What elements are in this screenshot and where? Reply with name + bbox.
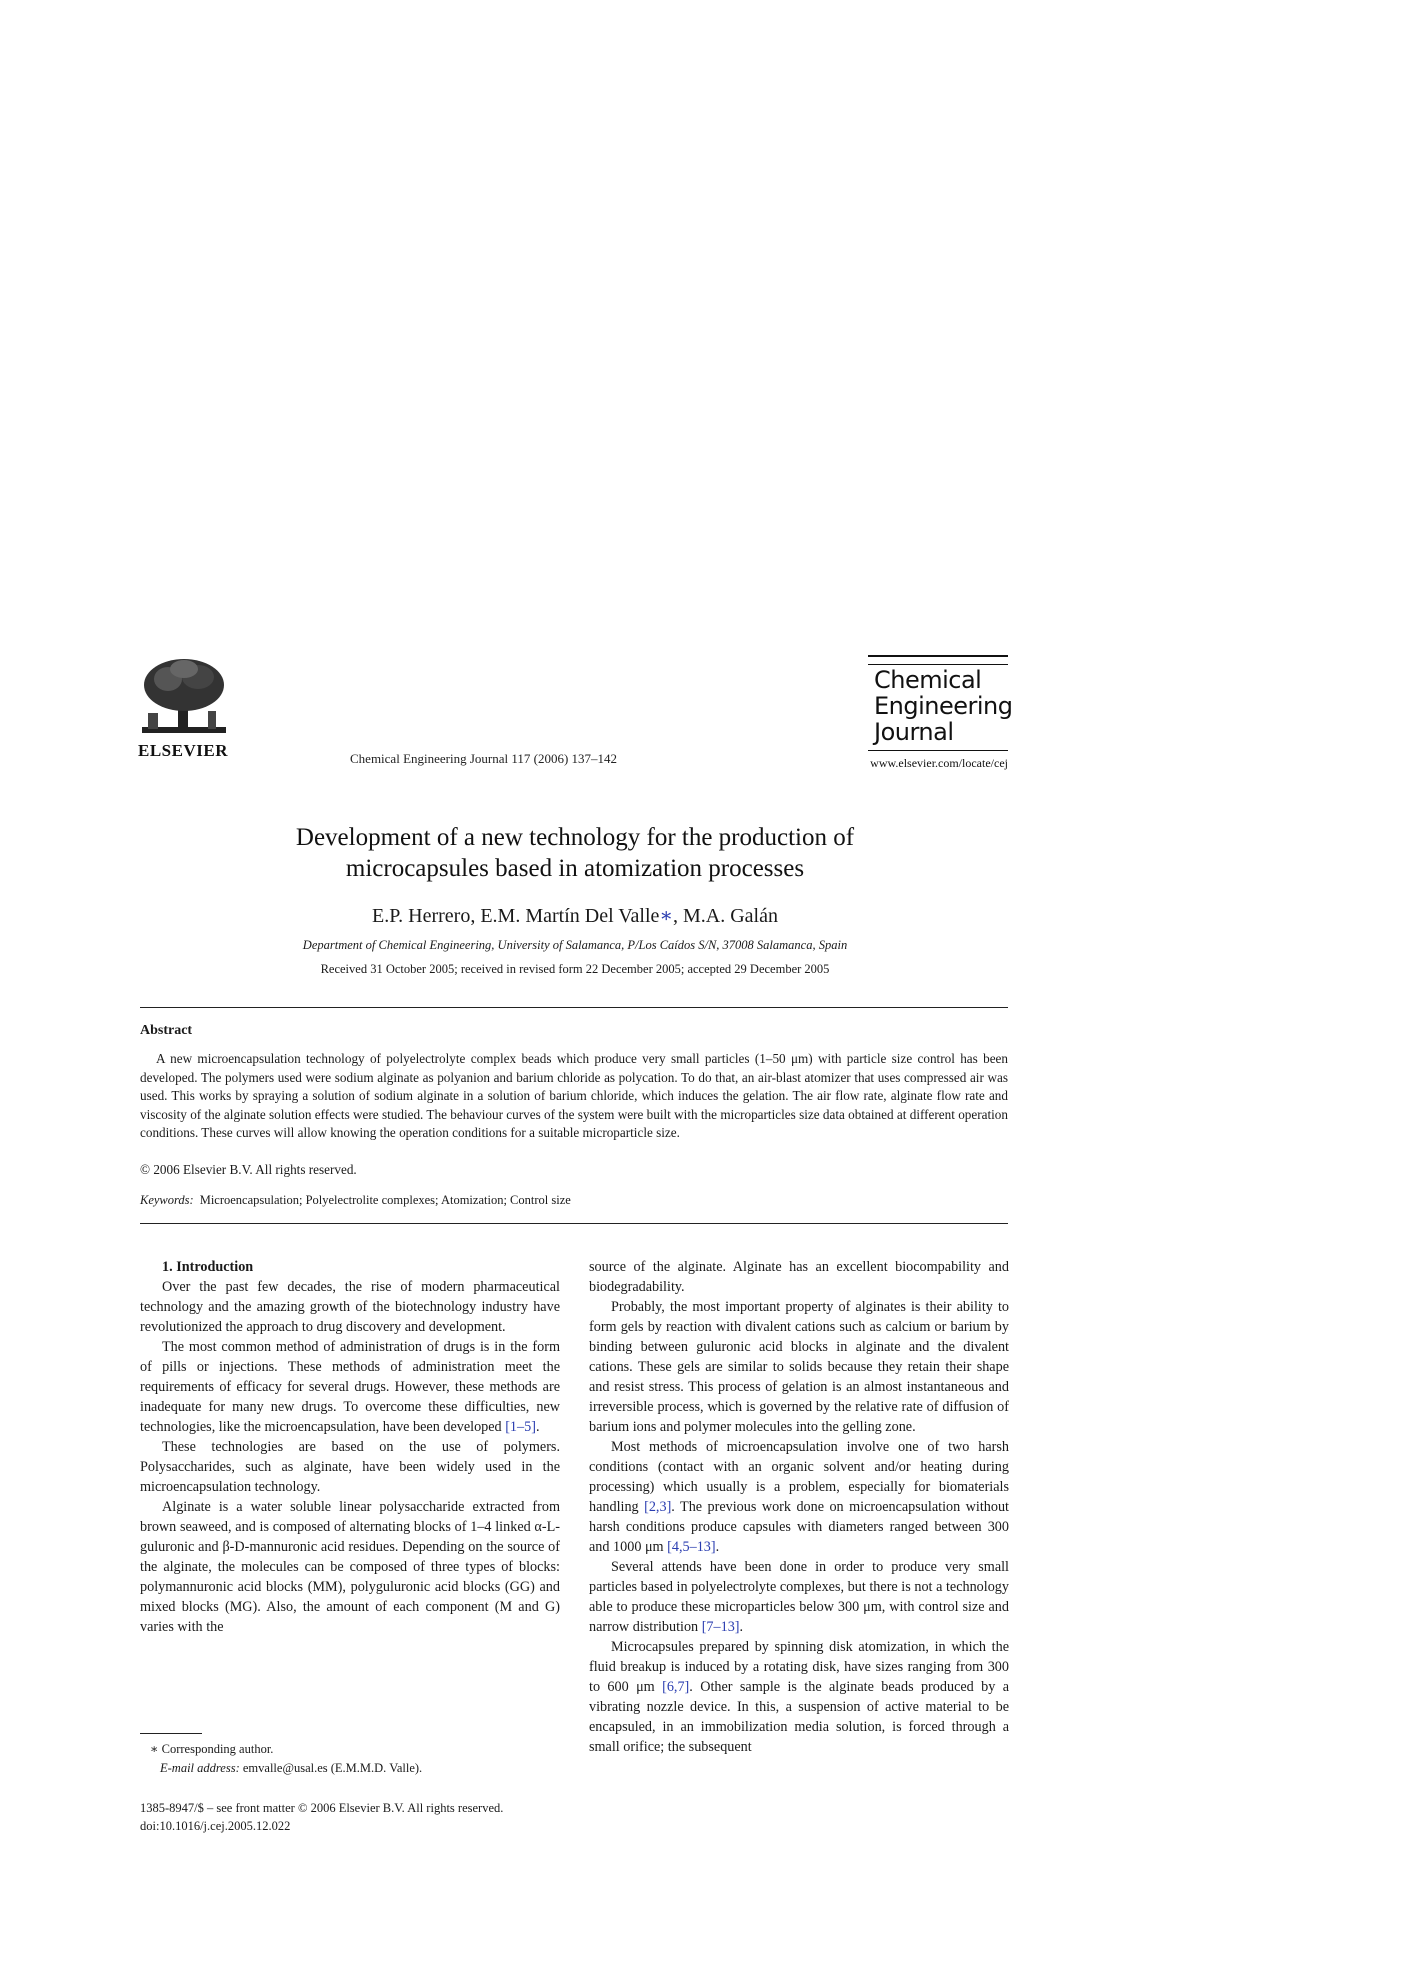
footnote-corresponding: ∗ Corresponding author. xyxy=(150,1742,274,1756)
abstract-heading: Abstract xyxy=(140,1023,193,1038)
issn-line: 1385-8947/$ – see front matter © 2006 Elsevier B.V. All rights reserved. xyxy=(140,1801,504,1815)
paragraph: Several attends have been done in order to produce very small particles based in polyelectrolyte complexes, but there is not a technology able to produce these microparticles below 300 μm, with control size and narrow distribution [7–13]. xyxy=(589,1559,1009,1635)
footnote-email: E-mail address: emvalle@usal.es (E.M.M.D. Valle). xyxy=(160,1761,423,1775)
corresponding-author-link[interactable]: ∗ xyxy=(659,905,673,927)
received-dates: Received 31 October 2005; received in revised form 22 December 2005; accepted 29 December 2005 xyxy=(320,962,830,976)
paragraph: The most common method of administration of drugs is in the form of pills or injections. These methods of administration meet the requirements of efficacy for several drugs. However, these methods are inadequate for many new drugs. To overcome these difficulties, new technologies, like the microencapsulation, have been developed [1–5]. xyxy=(140,1339,560,1435)
citation-link[interactable]: [2,3] xyxy=(644,1499,672,1515)
email-link[interactable]: emvalle@usal.es (E.M.M.D. Valle). xyxy=(242,1761,423,1775)
article-title: Development of a new technology for the production of microcapsules based in atomization processes xyxy=(295,824,855,882)
body-column-right xyxy=(589,1257,1009,1757)
elsevier-tree-logo xyxy=(138,657,230,737)
publication-info xyxy=(140,1799,503,1835)
journal-header xyxy=(138,655,1013,780)
divider xyxy=(140,1223,1008,1224)
journal-logo xyxy=(868,655,1013,775)
paragraph: Over the past few decades, the rise of modern pharmaceutical technology and the amazing growth of the biotechnology industry have revolutionized the approach to drug discovery and development. xyxy=(140,1279,560,1335)
body-column-left xyxy=(140,1257,560,1637)
citation-link[interactable]: [1–5] xyxy=(505,1419,536,1435)
abstract-copyright: © 2006 Elsevier B.V. All rights reserved. xyxy=(140,1162,357,1177)
publisher-wordmark: ELSEVIER xyxy=(138,741,228,760)
authors: E.P. Herrero, E.M. Martín Del Valle∗, M.A. Galán xyxy=(372,905,778,927)
journal-url-link[interactable]: www.elsevier.com/locate/cej xyxy=(870,756,1008,770)
paragraph: Probably, the most important property of alginates is their ability to form gels by reaction with divalent cations such as calcium or barium by binding between guluronic acid blocks in alginate and the divalent cations. These gels are similar to solids because they retain their shape and resist stress. This process of gelation is an almost instantaneous and irreversible process, which is governed by the relative rate of diffusion of barium ions and polymer molecules into the gelling zone. xyxy=(589,1299,1009,1435)
paragraph: These technologies are based on the use of polymers. Polysaccharides, such as alginate, have been widely used in the microencapsulation technology. xyxy=(140,1439,560,1495)
paragraph: Most methods of microencapsulation involve one of two harsh conditions (contact with an organic solvent and/or heating during processing) which usually is a problem, especially for biomaterials handling [2,3]. The previous work done on microencapsulation without harsh conditions produce capsules with diameters ranged between 300 and 1000 μm [4,5–13]. xyxy=(589,1439,1009,1555)
abstract-text: A new microencapsulation technology of polyelectrolyte complex beads which produce very small particles (1–50 μm) with particle size control has been developed. The polymers used were sodium alginate as polyanion and barium chloride as polycation. To do that, an air-blast atomizer that uses compressed air was used. This works by spraying a solution of sodium alginate in a solution of barium chloride, which induces the gelation. The air flow rate, alginate flow rate and viscosity of the alginate solution effects were studied. The behaviour curves of the system were built with the microparticles size data obtained at different operation conditions. These curves will allow knowing the operation conditions for a suitable microparticle size. xyxy=(140,1051,1008,1140)
affiliation: Department of Chemical Engineering, University of Salamanca, P/Los Caídos S/N, 37008 Salamanca, Spain xyxy=(302,938,848,952)
doi-line[interactable]: doi:10.1016/j.cej.2005.12.022 xyxy=(140,1819,291,1833)
citation-link[interactable]: [6,7] xyxy=(662,1679,690,1695)
citation-link[interactable]: [4,5–13] xyxy=(667,1539,716,1555)
paragraph: Alginate is a water soluble linear polysaccharide extracted from brown seaweed, and is composed of alternating blocks of 1–4 linked α-L-guluronic and β-D-mannuronic acid residues. Depending on the source of the alginate, the molecules can be composed of three types of blocks: polymannuronic acid blocks (MM), polyguluronic acid blocks (GG) and mixed blocks (MG). Also, the amount of each component (M and G) varies with the xyxy=(140,1499,560,1635)
divider xyxy=(140,1007,1008,1008)
journal-reference: Chemical Engineering Journal 117 (2006) 137–142 xyxy=(350,751,618,766)
logo-top-rule xyxy=(868,655,1008,665)
logo-bottom-rule xyxy=(868,750,1008,751)
section-heading: 1. Introduction xyxy=(162,1259,254,1275)
footnote-rule xyxy=(140,1733,202,1734)
citation-link[interactable]: [7–13] xyxy=(701,1619,740,1635)
paragraph: Microcapsules prepared by spinning disk atomization, in which the fluid breakup is induced by a rotating disk, have sizes ranging from 300 to 600 μm [6,7]. Other sample is the alginate beads produced by a vibrating nozzle device. In this, a suspension of active material to be encapsuled, in an immobilization media solution, is forced through a small orifice; the subsequent xyxy=(589,1639,1009,1755)
paragraph: source of the alginate. Alginate has an excellent biocompability and biodegradability. xyxy=(589,1259,1009,1295)
journal-logo-text: Chemical Engineering Journal xyxy=(874,666,1013,746)
keywords: Keywords: Microencapsulation; Polyelectrolite complexes; Atomization; Control size xyxy=(140,1193,571,1207)
